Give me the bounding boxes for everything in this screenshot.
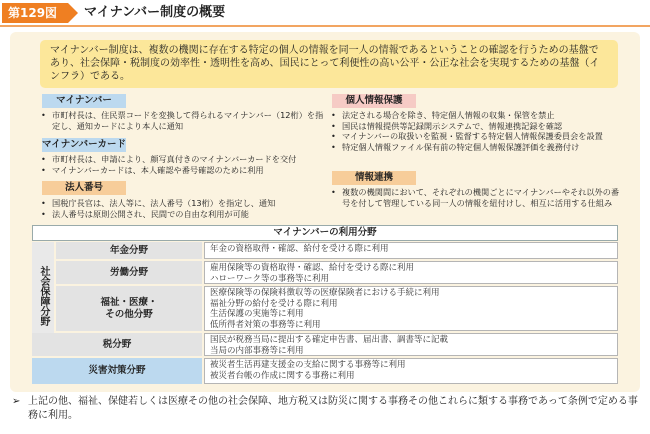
section-label-privacy: 個人情報保護 — [332, 94, 416, 108]
list-item: • 国民は情報提供等記録開示システムで、情報連携記録を確認 — [328, 121, 626, 132]
list-item: • 特定個人情報ファイル保有前の特定個人情報保護評価を義務付け — [328, 142, 626, 153]
figure-title: マイナンバー制度の概要 — [84, 5, 226, 20]
section-label-corporate: 法人番号 — [42, 181, 126, 195]
figure-header — [0, 0, 650, 26]
usage-table — [32, 242, 618, 386]
desc-line: 年金の資格取得・確認、給付を受ける際に利用 — [210, 244, 389, 254]
footnote — [12, 395, 642, 423]
category-disaster: 災害対策分野 — [32, 358, 202, 384]
social-security-label-text: 社会保障分野 — [38, 266, 49, 326]
list-item: • 国税庁長官は、法人等に、法人番号（13桁）を指定し、通知 — [38, 198, 328, 209]
desc-line: 当局の内部事務等に利用 — [210, 345, 304, 356]
list-item: • 法人番号は原則公開され、民間での自由な利用が可能 — [38, 209, 328, 220]
desc-line: 被災者生活再建支援金の支給に関する事務等に利用 — [210, 360, 406, 370]
header-divider — [0, 25, 650, 27]
desc-disaster — [204, 358, 618, 384]
card-list — [38, 154, 328, 175]
desc-labor — [204, 261, 618, 284]
desc-line: 被災者台帳の作成に関する事務に利用 — [210, 370, 355, 381]
usage-table-title: マイナンバーの利用分野 — [32, 225, 618, 241]
category-tax: 税分野 — [32, 333, 202, 356]
category-labor: 労働分野 — [56, 261, 202, 284]
desc-tax — [204, 333, 618, 356]
desc-line: 医療保険等の保険料徴収等の医療保険者における手続に利用 — [210, 288, 440, 298]
list-item: • 複数の機関間において、それぞれの機関ごとにマイナンバーやそれ以外の番号を付して管理している同一人の情報を紐付けし、相互に活用する仕組み — [328, 187, 626, 208]
section-label-mynumber: マイナンバー — [42, 94, 126, 108]
desc-line: 生活保護の実施等に利用 — [210, 309, 304, 319]
linkage-list — [328, 187, 626, 208]
footnote-text: 上記の他、福祉、保健若しくは医療その他の社会保障、地方税又は防災に関する事務その他これらに類する事務であって条例で定める事務に利用。 — [28, 396, 638, 421]
arrow-bullet-icon: ➢ — [12, 396, 21, 407]
category-welfare: 福祉・医療・ その他分野 — [56, 286, 202, 331]
list-item: • マイナンバーカードは、本人確認や番号確認のために利用 — [38, 165, 328, 176]
mynumber-list — [38, 110, 328, 131]
desc-line: 福祉分野の給付を受ける際に利用 — [210, 298, 338, 309]
list-item: • マイナンバーの取扱いを監視・監督する特定個人情報保護委員会を設置 — [328, 131, 626, 142]
desc-line: ハローワーク等の事務等に利用 — [210, 273, 330, 284]
section-label-linkage: 情報連携 — [332, 171, 416, 185]
list-item: • 法定される場合を除き、特定個人情報の収集・保管を禁止 — [328, 110, 626, 121]
list-item: • 市町村長は、申請により、顔写真付きのマイナンバーカードを交付 — [38, 154, 328, 165]
privacy-list — [328, 110, 626, 152]
desc-line: 雇用保険等の資格取得・確認、給付を受ける際に利用 — [210, 263, 415, 273]
desc-line: 国民が税務当局に提出する確定申告書、届出書、調書等に記載 — [210, 335, 449, 345]
section-label-card: マイナンバーカード — [42, 139, 126, 150]
corporate-list — [38, 198, 328, 219]
list-item: • 市町村長は、住民票コードを変換して得られるマイナンバー（12桁）を指定し、通知カードにより本人に通知 — [38, 110, 328, 131]
category-pension: 年金分野 — [56, 242, 202, 259]
figure-number-label: 第129図 — [2, 3, 68, 23]
intro-box: マイナンバー制度は、複数の機関に存在する特定の個人の情報を同一人の情報であるということの確認を行うための基盤であり、社会保障・税制度の効率性・透明性を高め、国民にとって利便性の高い公平・公正な社会を実現するための基盤（インフラ）である。 — [40, 40, 618, 88]
overview-panel — [10, 32, 640, 392]
desc-line: 低所得者対策の事務等に利用 — [210, 319, 321, 330]
desc-pension — [204, 242, 618, 259]
desc-welfare — [204, 286, 618, 331]
